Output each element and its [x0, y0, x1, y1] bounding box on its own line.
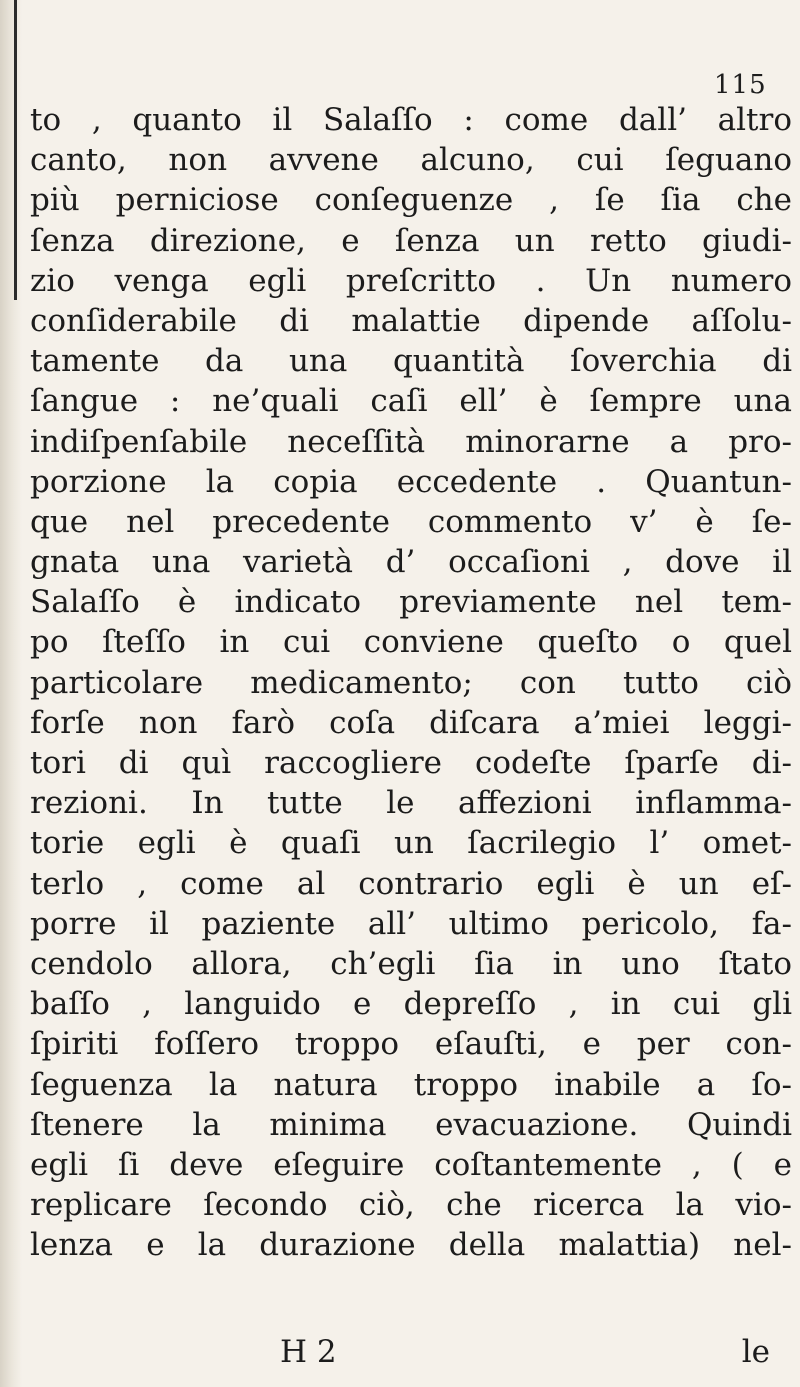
text-line: to , quanto il Salaſſo : come dall’ altro [30, 102, 792, 138]
text-line: canto, non avvene alcuno, cui ſeguano [30, 142, 792, 179]
text-line: po ſteſſo in cui conviene queſto o quel [30, 624, 792, 661]
text-line: conſiderabile di malattie dipende aſſolu- [30, 302, 792, 339]
text-line: torie egli è quaſi un ſacrilegio l’ omet- [30, 825, 792, 862]
text-line: particolare medicamento; con tutto ciò [30, 664, 792, 701]
text-line: zio venga egli preſcritto . Un numero [30, 262, 792, 299]
text-line: ſenza direzione, e ſenza un retto giudi- [30, 222, 792, 259]
text-line: cendolo allora, ch’egli ſia in uno ſtato [30, 945, 792, 982]
text-line: lenza e la durazione della malattia) nel- [30, 1227, 792, 1264]
page-footer [280, 1334, 770, 1374]
text-line: porre il paziente all’ ultimo pericolo, fa- [30, 905, 792, 942]
text-line: più perniciose conſeguenze , ſe ſia che [30, 182, 792, 219]
text-line: tamente da una quantità ſoverchia di [30, 343, 792, 380]
text-line: ſangue : ne’quali caſi ell’ è ſempre una [30, 383, 792, 420]
body-text [30, 100, 792, 1265]
text-line: ſpiriti foſſero troppo eſauſti, e per con- [30, 1026, 792, 1063]
binding-edge [0, 0, 22, 1387]
text-line: egli ſi deve eſeguire coſtantemente , ( e [30, 1146, 792, 1183]
text-line: indiſpenſabile neceſſità minorarne a pro- [30, 423, 792, 460]
catchword: le [741, 1334, 770, 1370]
text-line: ſeguenza la natura troppo inabile a ſo- [30, 1066, 792, 1103]
page-number: 115 [714, 70, 767, 100]
text-line: forſe non farò coſa diſcara a’miei leggi- [30, 704, 792, 741]
signature-mark: H 2 [280, 1334, 337, 1370]
text-line: que nel precedente commento v’ è ſe- [30, 503, 792, 540]
text-line: ſtenere la minima evacuazione. Quindi [30, 1106, 792, 1143]
text-line: rezioni. In tutte le affezioni inflamma- [30, 785, 792, 822]
text-line: gnata una varietà d’ occaſioni , dove il [30, 544, 792, 581]
text-line: replicare ſecondo ciò, che ricerca la vio- [30, 1187, 792, 1224]
text-line: Salaſſo è indicato previamente nel tem- [30, 584, 792, 621]
text-line: porzione la copia eccedente . Quantun- [30, 463, 792, 500]
text-line: terlo , come al contrario egli è un eſ- [30, 865, 792, 902]
text-line: baſſo , languido e depreſſo , in cui gli [30, 986, 792, 1023]
binding-shadow-line [14, 0, 17, 300]
text-line: tori di quì raccogliere codeſte ſparſe di- [30, 745, 792, 781]
